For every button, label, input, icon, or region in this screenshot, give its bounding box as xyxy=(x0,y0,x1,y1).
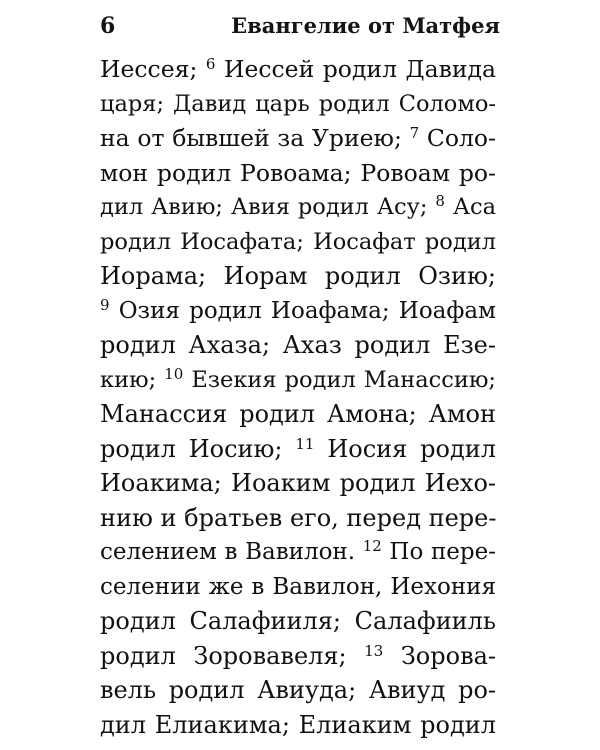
verse-number: 12 xyxy=(362,537,382,555)
text-line: кию; $^{10}$ Езекия родил Манассию; xyxy=(100,364,496,393)
scripture-text xyxy=(100,52,496,742)
text-line: родил Иосию; $^{11}$ Иосия родил xyxy=(100,434,496,463)
text-line: селении же в Вавилон, Иехония xyxy=(100,573,496,600)
text-line: дил Елиакима; Елиаким родил xyxy=(100,710,496,739)
text-line: нию и братьев его, перед пере- xyxy=(100,503,497,532)
verse-number: 13 xyxy=(364,641,384,660)
text-line: дил Авию; Авия родил Асу; $^8$ Аса xyxy=(100,192,496,220)
text-line: родил Салафииля; Салафииль xyxy=(100,607,496,635)
text-line: вель родил Авиуда; Авиуд ро- xyxy=(100,676,496,704)
verse-number: 7 xyxy=(409,124,420,142)
text-line: $^9$ Озия родил Иоафама; Иоафам xyxy=(100,295,496,324)
verse-number: 6 xyxy=(205,55,216,73)
text-line: родил Ахаза; Ахаз родил Езе- xyxy=(100,331,496,359)
text-line: Иессея; $^6$ Иессей родил Давида xyxy=(100,55,496,83)
text-line: мон родил Ровоама; Ровоам ро- xyxy=(100,158,496,187)
page-header xyxy=(100,12,500,38)
text-line: родил Зоровавеля; $^{13}$ Зорова- xyxy=(100,641,496,670)
text-line: Манассия родил Амона; Амон xyxy=(100,400,496,428)
page-number: 6 xyxy=(100,13,116,39)
verse-number: 9 xyxy=(100,295,110,314)
verse-number: 10 xyxy=(164,364,184,383)
text-line: царя; Давид царь родил Соломо- xyxy=(100,90,496,117)
verse-number: 11 xyxy=(295,434,315,453)
verse-number: 8 xyxy=(435,192,445,210)
text-line: селением в Вавилон. $^{12}$ По пере- xyxy=(100,537,497,565)
running-title: Евангелие от Матфея xyxy=(231,13,500,38)
text-line: на от бывшей за Уриею; $^7$ Соло- xyxy=(100,124,496,152)
text-line: родил Иосафата; Иосафат родил xyxy=(100,228,496,255)
text-line: Иорама; Иорам родил Озию; xyxy=(100,262,496,290)
text-line: Иоакима; Иоаким родил Иехо- xyxy=(100,469,496,497)
